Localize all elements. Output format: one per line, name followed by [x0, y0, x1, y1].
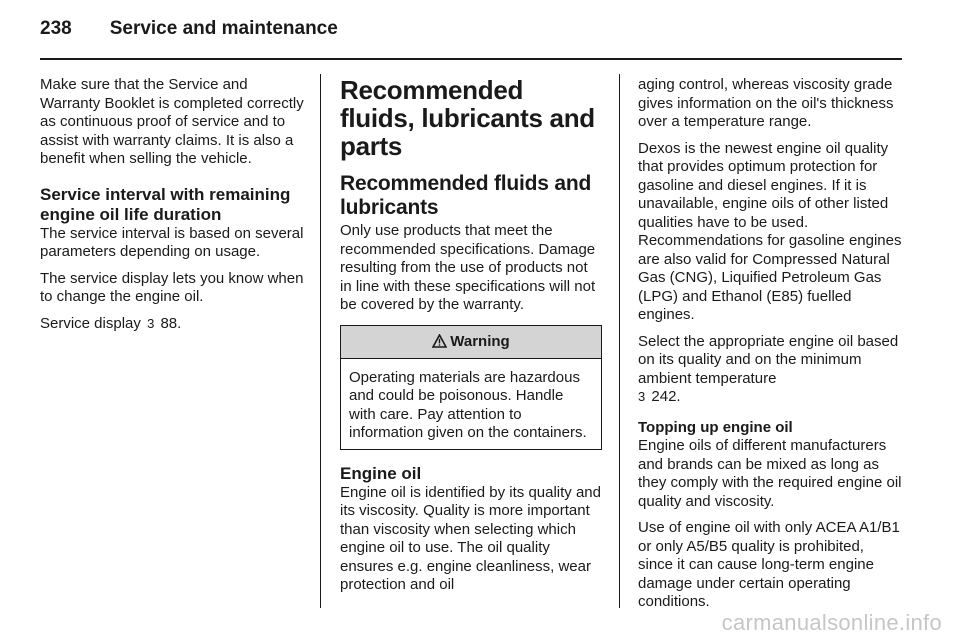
page-number: 238 — [40, 18, 72, 39]
dexos-paragraph: Dexos is the newest engine oil quality that provides optimum protection for gasoline and diesel engines. If it is unavailable, engine oils of other listed qualities have to be used. Recommendations for gasoline engines are also valid for Compressed Natural Gas (CNG), Liquified Petroleum Gas (LPG) and Ethanol (E85) fuelled engines. — [638, 139, 902, 323]
interval-paragraph-2: The service display lets you know when to change the engine oil. — [40, 269, 304, 305]
reference-label: Service display — [40, 314, 141, 332]
engine-oil-paragraph: Engine oil is identified by its quality and its viscosity. Quality is more important than viscosity when selecting which engine oil to use. The oil quality ensures e.g. engine cleanliness, wear protection and oil — [340, 483, 601, 593]
temperature-reference-page[interactable]: 242. — [651, 388, 681, 405]
warning-box — [340, 325, 602, 450]
page-reference-icon: 3 — [638, 389, 646, 404]
topping-up-heading: Topping up engine oil — [638, 418, 793, 436]
select-oil-paragraph — [638, 333, 902, 407]
viscosity-paragraph: aging control, whereas viscosity grade gives information on the oil's thickness over a temperature range. — [638, 76, 894, 130]
page-reference-icon: 3 — [147, 315, 155, 331]
topping-up-paragraph-1: Engine oils of different manufacturers and brands can be mixed as long as they comply with the required engine oil quality and viscosity. — [638, 437, 902, 510]
service-interval-heading: Service interval with remaining engine oil life duration — [40, 184, 291, 224]
select-oil-text: Select the appropriate engine oil based on its quality and on the minimum ambient temperature — [638, 332, 899, 387]
column-divider-1 — [320, 74, 321, 608]
column-2 — [340, 76, 602, 603]
topping-up-paragraph-2: Use of engine oil with only ACEA A1/B1 or only A5/B5 quality is prohibited, since it can cause long-term engine damage under certain operating conditions. — [638, 519, 900, 610]
specifications-paragraph: Only use products that meet the recommended specifications. Damage resulting from the use of products not in line with these specifications will not be covered by the warranty. — [340, 222, 596, 313]
column-3 — [638, 76, 902, 620]
column-1 — [40, 76, 304, 341]
page-header — [40, 18, 338, 50]
warning-text: Operating materials are hazardous and could be poisonous. Handle with care. Pay attention to information given on the containers. — [349, 368, 587, 441]
service-display-reference[interactable] — [40, 315, 304, 334]
warning-header — [341, 326, 601, 359]
header-divider — [40, 58, 902, 60]
warning-title: Warning — [450, 332, 510, 350]
intro-paragraph: Make sure that the Service and Warranty Booklet is completed correctly as continuous proof of service and to assist with warranty claims. It is also a benefit when selling the vehicle. — [40, 76, 304, 167]
sub-heading: Recommended fluids and lubricants — [340, 172, 592, 219]
main-heading: Recommended fluids, lubricants and parts — [340, 75, 595, 161]
reference-page[interactable]: 88. — [160, 314, 182, 332]
warning-body — [341, 359, 601, 449]
column-divider-2 — [619, 74, 620, 608]
interval-paragraph-1: The service interval is based on several parameters depending on usage. — [40, 224, 304, 260]
warning-triangle-icon — [432, 334, 447, 352]
watermark: carmanualsonline.info — [721, 610, 942, 635]
section-title: Service and maintenance — [109, 18, 338, 39]
engine-oil-heading: Engine oil — [340, 463, 422, 483]
